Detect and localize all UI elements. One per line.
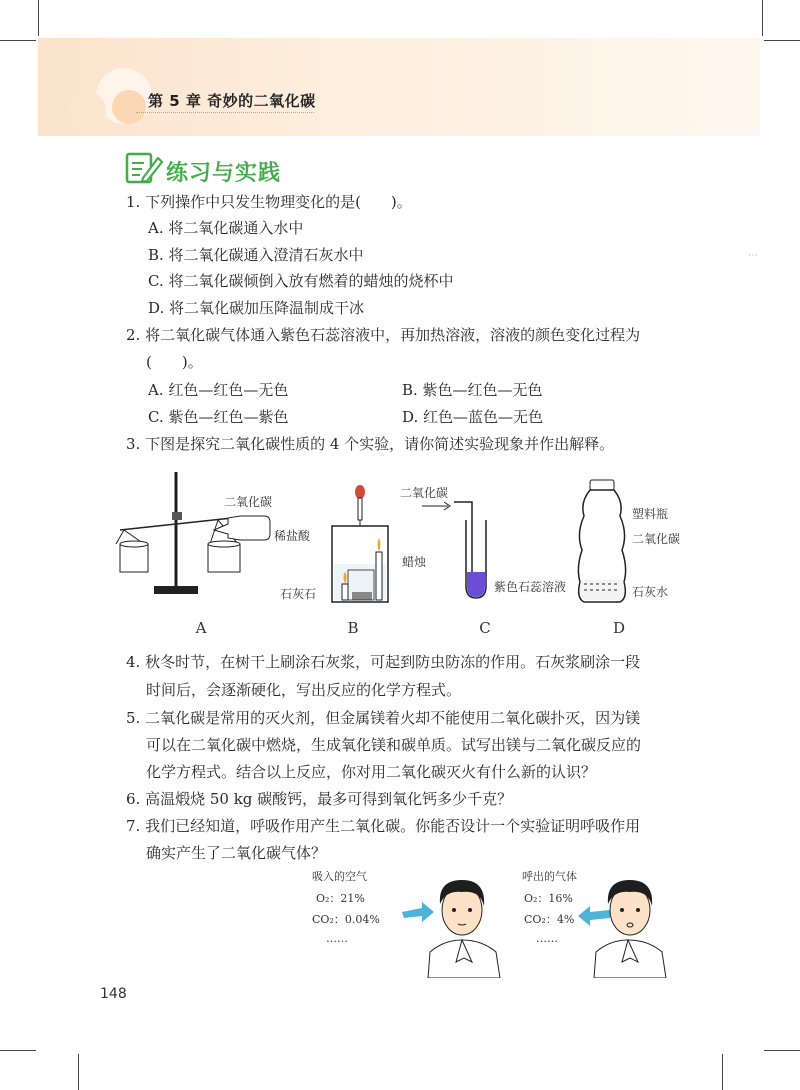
- figure-label-a: A: [195, 619, 207, 637]
- q1-option-c: C. 将二氧化碳倾倒入放有燃着的蜡烛的烧杯中: [148, 272, 454, 290]
- exhaled-o2: O₂：16%: [524, 892, 573, 905]
- inhaled-title: 吸入的空气: [312, 870, 367, 883]
- crop-mark: [764, 1050, 800, 1051]
- q2-option-d: D. 红色—蓝色—无色: [402, 408, 544, 426]
- figure-label-b: B: [347, 619, 359, 637]
- exhaled-co2: CO₂：4%: [524, 913, 575, 926]
- q5-line1: 5. 二氧化碳是常用的灭火剂，但金属镁着火却不能使用二氧化碳扑灭，因为镁: [126, 709, 641, 727]
- label-b-stone: 石灰石: [280, 587, 317, 601]
- experiment-c-testtube: [420, 494, 490, 606]
- q1-option-a: A. 将二氧化碳通入水中: [148, 219, 304, 237]
- q6-stem: 6. 高温煅烧 50 kg 碳酸钙，最多可得到氧化钙多少千克？: [126, 790, 513, 808]
- chapter-rule: [136, 112, 314, 113]
- crop-mark: [78, 1054, 79, 1090]
- boy-exhaling-illustration: [576, 866, 686, 978]
- boy-inhaling-illustration: [400, 866, 510, 978]
- q2-stem-line2: ( )。: [146, 353, 203, 371]
- side-dots: ⋯: [748, 250, 758, 261]
- chapter-title: 第 5 章 奇妙的二氧化碳: [148, 92, 316, 110]
- q2-option-a: A. 红色—红色—无色: [148, 381, 289, 399]
- page-number: 148: [100, 986, 127, 1002]
- inhaled-o2: O₂：21%: [316, 892, 365, 905]
- crop-mark: [0, 40, 36, 41]
- label-d-limewater: 石灰水: [632, 585, 669, 599]
- exhaled-more: ……: [536, 932, 558, 945]
- crop-mark: [722, 1054, 723, 1090]
- q3-stem: 3. 下图是探究二氧化碳性质的 4 个实验，请你简述实验现象并作出解释。: [126, 435, 615, 453]
- inhaled-co2: CO₂：0.04%: [312, 913, 380, 926]
- q1-option-b: B. 将二氧化碳通入澄清石灰水中: [148, 246, 364, 264]
- figure-label-d: D: [612, 619, 626, 637]
- q4-line2: 时间后，会逐渐硬化，写出反应的化学方程式。: [146, 681, 462, 699]
- inhaled-more: ……: [326, 932, 348, 945]
- label-a-co2: 二氧化碳: [224, 495, 273, 509]
- pencil-note-icon: [124, 148, 164, 186]
- figure-label-c: C: [479, 619, 491, 637]
- q5-line2: 可以在二氧化碳中燃烧，生成氧化镁和碳单质。试写出镁与二氧化碳反应的: [146, 736, 642, 754]
- q7-line2: 确实产生了二氧化碳气体？: [146, 844, 327, 862]
- decor-circle: [70, 92, 106, 128]
- label-b-acid: 稀盐酸: [274, 529, 311, 543]
- q2-stem-line1: 2. 将二氧化碳气体通入紫色石蕊溶液中，再加热溶液，溶液的颜色变化过程为: [126, 326, 641, 344]
- q5-line3: 化学方程式。结合以上反应，你对用二氧化碳灭火有什么新的认识？: [146, 763, 597, 781]
- crop-mark: [762, 0, 763, 36]
- experiment-d-bottle: [570, 476, 634, 608]
- crop-mark: [38, 0, 39, 36]
- q2-option-b: B. 紫色—红色—无色: [402, 381, 543, 399]
- experiment-b-beaker: [318, 480, 408, 608]
- q1-stem: 1. 下列操作中只发生物理变化的是( )。: [126, 193, 412, 211]
- exhaled-title: 呼出的气体: [522, 870, 577, 883]
- crop-mark: [764, 40, 800, 41]
- decor-circle: [112, 90, 146, 124]
- label-b-candle: 蜡烛: [402, 555, 427, 569]
- section-title: 练习与实践: [166, 161, 282, 186]
- q2-option-c: C. 紫色—红色—紫色: [148, 408, 289, 426]
- label-c-co2: 二氧化碳: [400, 486, 449, 500]
- label-d-bottle: 塑料瓶: [632, 507, 669, 521]
- q4-line1: 4. 秋冬时节，在树干上刷涂石灰浆，可起到防虫防冻的作用。石灰浆刷涂一段: [126, 653, 641, 671]
- q1-option-d: D. 将二氧化碳加压降温制成干冰: [148, 299, 365, 317]
- experiment-a-balance: [114, 468, 284, 606]
- q7-line1: 7. 我们已经知道，呼吸作用产生二氧化碳。你能否设计一个实验证明呼吸作用: [126, 817, 641, 835]
- label-c-litmus: 紫色石蕊溶液: [494, 580, 567, 594]
- label-d-co2: 二氧化碳: [632, 532, 681, 546]
- crop-mark: [0, 1050, 36, 1051]
